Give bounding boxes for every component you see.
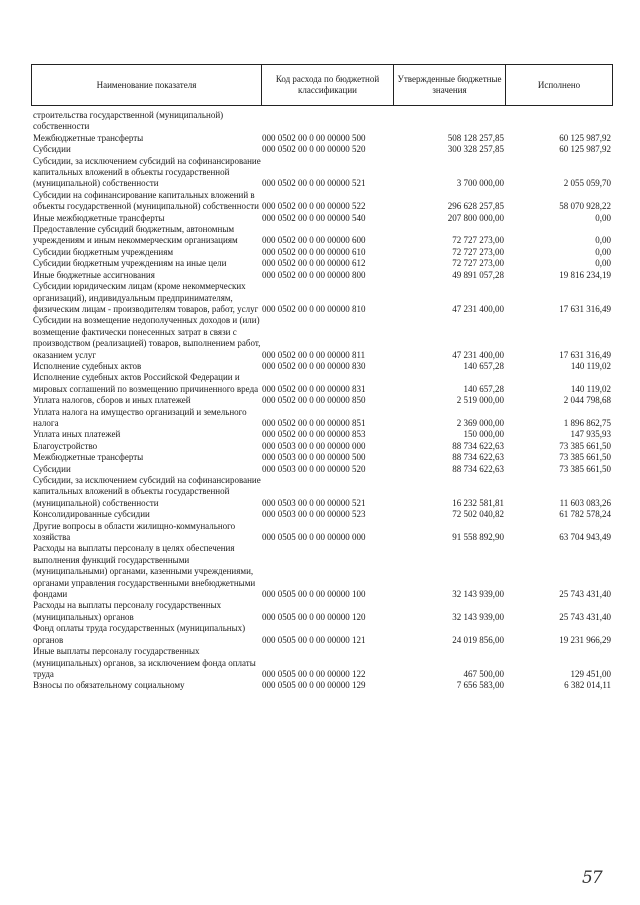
- row-executed: 140 119,02: [570, 383, 611, 394]
- table-row: [31, 190, 613, 213]
- row-executed: 2 044 798,68: [563, 395, 611, 406]
- table-row: [31, 224, 613, 247]
- row-code: 000 0502 00 0 00 00000 800: [262, 269, 366, 280]
- table-row: [31, 247, 613, 258]
- page-number: 57: [582, 868, 602, 888]
- row-code: 000 0503 00 0 00 00000 521: [262, 497, 366, 508]
- row-name: Предоставление субсидий бюджетным, автономным учреждениям и иным некоммерческим организациям: [33, 224, 238, 246]
- row-approved: 140 657,28: [463, 383, 504, 394]
- row-approved: 508 128 257,85: [447, 132, 504, 143]
- table-row: [31, 623, 613, 646]
- row-name: Межбюджетные трансферты: [33, 452, 144, 463]
- row-name: Субсидии юридическим лицам (кроме некоммерческих организаций), индивидуальным предпринимателям, физическим лицам - производителям товаров, работ, услуг: [33, 281, 259, 314]
- row-code: 000 0502 00 0 00 00000 521: [262, 178, 366, 189]
- row-code: 000 0505 00 0 00 00000 121: [262, 634, 366, 645]
- row-approved: 32 143 939,00: [452, 589, 504, 600]
- row-executed: 0,00: [595, 246, 611, 257]
- row-executed: 1 896 862,75: [563, 417, 611, 428]
- row-executed: 129 451,00: [570, 668, 611, 679]
- table-row: [31, 258, 613, 269]
- table-row: [31, 452, 613, 463]
- row-name: Субсидии, за исключением субсидий на софинансирование капитальных вложений в объекты государственной (муниципальной) собственности: [33, 155, 261, 189]
- row-code: 000 0505 00 0 00 00000 100: [262, 589, 366, 600]
- row-code: 000 0502 00 0 00 00000 830: [262, 360, 366, 371]
- row-executed: 11 603 083,26: [559, 497, 611, 508]
- table-row: [31, 156, 613, 190]
- table-row: [31, 441, 613, 452]
- row-name: Иные выплаты персоналу государственных (муниципальных) органов, за исключением фонда оплаты труда: [33, 646, 256, 679]
- row-approved: 7 656 583,00: [456, 680, 504, 691]
- row-executed: 60 125 987,92: [559, 132, 611, 143]
- row-executed: 25 743 431,40: [559, 589, 611, 600]
- table-body: [31, 110, 613, 692]
- table-header: [31, 64, 613, 106]
- row-name: Исполнение судебных актов: [33, 360, 142, 371]
- row-executed: 73 385 661,50: [559, 463, 611, 474]
- row-name: Субсидии на софинансирование капитальных вложений в объекты государственной (муниципальной) собственности: [33, 189, 259, 212]
- table-row: [31, 395, 613, 406]
- table-row: [31, 680, 613, 691]
- row-executed: 73 385 661,50: [559, 440, 611, 451]
- header-approved: Утвержденные бюджетные значения: [394, 65, 506, 105]
- row-name: Консолидированные субсидии: [33, 509, 150, 520]
- row-approved: 72 727 273,00: [452, 246, 504, 257]
- row-executed: 6 382 014,11: [564, 680, 611, 691]
- table-row: [31, 144, 613, 155]
- row-name: Межбюджетные трансферты: [33, 132, 144, 143]
- row-approved: 72 502 040,82: [452, 509, 504, 520]
- row-name: Субсидии: [33, 144, 71, 155]
- table-row: [31, 133, 613, 144]
- table-row: [31, 213, 613, 224]
- row-executed: 17 631 316,49: [559, 303, 611, 314]
- table-row: [31, 475, 613, 509]
- row-approved: 88 734 622,63: [452, 440, 504, 451]
- table-row: [31, 509, 613, 520]
- row-code: 000 0503 00 0 00 00000 000: [262, 440, 366, 451]
- table-row: [31, 361, 613, 372]
- row-code: 000 0502 00 0 00 00000 600: [262, 235, 366, 246]
- row-code: 000 0502 00 0 00 00000 851: [262, 417, 366, 428]
- row-code: 000 0502 00 0 00 00000 612: [262, 258, 366, 269]
- row-executed: 25 743 431,40: [559, 611, 611, 622]
- row-approved: 72 727 273,00: [452, 235, 504, 246]
- row-name: строительства государственной (муниципальной) собственности: [33, 110, 224, 132]
- row-approved: 47 231 400,00: [452, 349, 504, 360]
- row-executed: 19 816 234,19: [559, 269, 611, 280]
- row-executed: 140 119,02: [570, 360, 611, 371]
- row-code: 000 0505 00 0 00 00000 120: [262, 611, 366, 622]
- row-name: Субсидии бюджетным учреждениям на иные цели: [33, 258, 227, 269]
- row-code: 000 0503 00 0 00 00000 500: [262, 452, 366, 463]
- row-approved: 207 800 000,00: [447, 212, 504, 223]
- row-approved: 91 558 892,90: [452, 532, 504, 543]
- row-approved: 150 000,00: [463, 429, 504, 440]
- row-approved: 47 231 400,00: [452, 303, 504, 314]
- row-name: Фонд оплаты труда государственных (муниципальных) органов: [33, 623, 246, 645]
- row-approved: 49 891 057,28: [452, 269, 504, 280]
- row-name: Уплата налога на имущество организаций и земельного налога: [33, 406, 247, 428]
- row-approved: 88 734 622,63: [452, 463, 504, 474]
- table-row: [31, 110, 613, 133]
- table-row: [31, 464, 613, 475]
- table-row: [31, 270, 613, 281]
- row-code: 000 0502 00 0 00 00000 520: [262, 144, 366, 155]
- table-row: [31, 315, 613, 361]
- row-name: Иные межбюджетные трансферты: [33, 212, 165, 223]
- row-name: Субсидии на возмещение недополученных доходов и (или) возмещение фактически понесенных затрат в связи с производством (реализацией) товаров, выполнением работ, оказанием услуг: [33, 315, 261, 360]
- row-name: Субсидии, за исключением субсидий на софинансирование капитальных вложений в объекты государственной (муниципальной) собственности: [33, 475, 261, 508]
- table-row: [31, 281, 613, 315]
- row-executed: 0,00: [595, 235, 611, 246]
- row-executed: 61 782 578,24: [559, 509, 611, 520]
- row-executed: 19 231 966,29: [559, 634, 611, 645]
- row-approved: 296 628 257,85: [447, 201, 504, 212]
- row-code: 000 0505 00 0 00 00000 000: [262, 532, 366, 543]
- row-code: 000 0505 00 0 00 00000 129: [262, 680, 366, 691]
- row-name: Взносы по обязательному социальному: [33, 680, 185, 691]
- row-name: Расходы на выплаты персоналу в целях обеспечения выполнения функций государственными (муниципальными) органами, казенными учреждениями, органами управления государственными внебюджетными фондами: [33, 543, 256, 600]
- row-approved: 16 232 581,81: [452, 497, 504, 508]
- table-row: [31, 407, 613, 430]
- row-executed: 0,00: [595, 258, 611, 269]
- row-executed: 147 935,93: [570, 429, 611, 440]
- row-approved: 2 369 000,00: [456, 417, 504, 428]
- row-approved: 2 519 000,00: [456, 395, 504, 406]
- row-code: 000 0502 00 0 00 00000 610: [262, 246, 366, 257]
- row-name: Субсидии бюджетным учреждениям: [33, 246, 174, 257]
- row-code: 000 0502 00 0 00 00000 811: [262, 349, 366, 360]
- row-name: Иные бюджетные ассигнования: [33, 269, 155, 280]
- row-name: Уплата иных платежей: [33, 429, 121, 440]
- row-code: 000 0503 00 0 00 00000 523: [262, 509, 366, 520]
- row-name: Расходы на выплаты персоналу государственных (муниципальных) органов: [33, 600, 222, 622]
- row-code: 000 0502 00 0 00 00000 853: [262, 429, 366, 440]
- row-executed: 0,00: [595, 212, 611, 223]
- table-row: [31, 429, 613, 440]
- table-row: [31, 521, 613, 544]
- row-code: 000 0505 00 0 00 00000 122: [262, 668, 366, 679]
- table-row: [31, 372, 613, 395]
- row-name: Другие вопросы в области жилищно-коммунального хозяйства: [33, 520, 236, 543]
- row-name: Исполнение судебных актов Российской Федерации и мировых соглашений по возмещению причиненного вреда: [33, 372, 259, 394]
- row-name: Уплата налогов, сборов и иных платежей: [33, 395, 191, 406]
- table-row: [31, 646, 613, 680]
- table-row: [31, 600, 613, 623]
- row-code: 000 0502 00 0 00 00000 500: [262, 132, 366, 143]
- row-name: Субсидии: [33, 463, 71, 474]
- row-name: Благоустройство: [33, 440, 98, 451]
- row-approved: 140 657,28: [463, 360, 504, 371]
- row-executed: 58 070 928,22: [559, 201, 611, 212]
- header-name: Наименование показателя: [32, 65, 262, 105]
- row-code: 000 0502 00 0 00 00000 850: [262, 395, 366, 406]
- row-code: 000 0502 00 0 00 00000 810: [262, 303, 366, 314]
- table-row: [31, 543, 613, 600]
- row-approved: 3 700 000,00: [456, 178, 504, 189]
- row-executed: 63 704 943,49: [559, 532, 611, 543]
- row-code: 000 0503 00 0 00 00000 520: [262, 463, 366, 474]
- row-approved: 88 734 622,63: [452, 452, 504, 463]
- row-code: 000 0502 00 0 00 00000 522: [262, 201, 366, 212]
- row-approved: 467 500,00: [463, 668, 504, 679]
- header-code: Код расхода по бюджетной классификации: [262, 65, 394, 105]
- row-executed: 17 631 316,49: [559, 349, 611, 360]
- row-approved: 72 727 273,00: [452, 258, 504, 269]
- row-executed: 2 055 059,70: [563, 178, 611, 189]
- row-approved: 300 328 257,85: [447, 144, 504, 155]
- header-executed: Исполнено: [537, 79, 581, 90]
- row-code: 000 0502 00 0 00 00000 540: [262, 212, 366, 223]
- row-executed: 60 125 987,92: [559, 144, 611, 155]
- row-executed: 73 385 661,50: [559, 452, 611, 463]
- row-approved: 24 019 856,00: [452, 634, 504, 645]
- row-code: 000 0502 00 0 00 00000 831: [262, 383, 366, 394]
- row-approved: 32 143 939,00: [452, 611, 504, 622]
